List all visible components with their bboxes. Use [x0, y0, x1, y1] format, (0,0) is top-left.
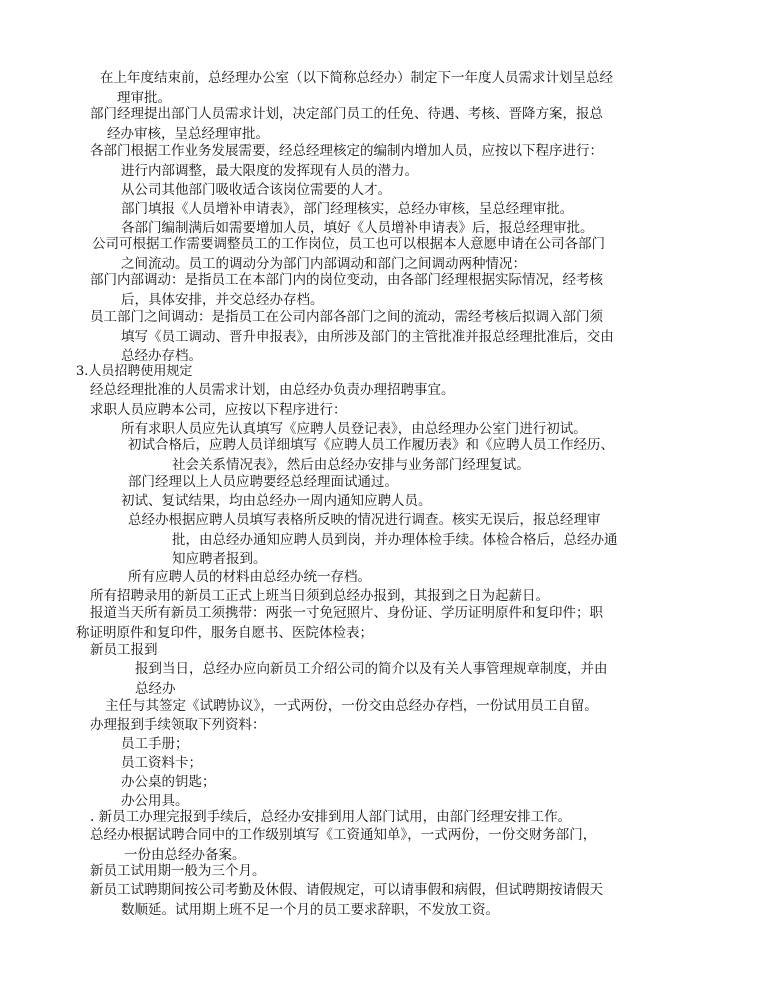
text-line: 总经办	[135, 680, 176, 697]
text-line: 部门内部调动：是指员工在本部门内的岗位变动，由各部门经理根据实际情况，经考核	[90, 272, 603, 288]
text-line: 社会关系情况表》，然后由总经办安排与业务部门经理复试。	[172, 456, 530, 473]
paragraph: 部门填报《人员增补申请表》，部门经理核实，总经办审核，呈总经理审批。	[121, 201, 574, 217]
text-line: 数顺延。试用期上班不足一个月的员工要求辞职，不发放工资。	[121, 901, 499, 918]
paragraph: 各部门编制满后如需要增加人员，填好《人员增补申请表》后，报总经理审批。	[121, 220, 594, 236]
paragraph	[90, 271, 603, 310]
paragraph: 主任与其签定《试聘协议》，一式两份，一份交由总经办存档，一份试用员工自留。	[105, 698, 598, 714]
paragraph: 所有求职人员应先认真填写《应聘人员登记表》，由总经理办公室门进行初试。	[121, 421, 587, 437]
text-line: 新员工试聘期间按公司考勤及休假、请假规定，可以请事假和病假，但试聘期按请假天	[90, 882, 603, 898]
text-line: 初试合格后，应聘人员详细填写《应聘人员工作履历表》和《应聘人员工作经历、	[128, 437, 614, 453]
paragraph	[92, 235, 605, 274]
paragraph	[90, 105, 603, 144]
text-line: 填写《员工调动、晋升申报表》，由所涉及部门的主管批准并报总经理批准后，交由	[121, 328, 614, 345]
paragraph	[76, 604, 603, 643]
text-line: 公司可根据工作需要调整员工的工作岗位，员工也可以根据本人意愿申请在公司各部门	[92, 236, 605, 252]
paragraph	[135, 660, 608, 699]
text-line: 一份由总经办备案。	[124, 846, 246, 863]
paragraph	[128, 436, 614, 475]
text-line: 在上年度结束前，总经理办公室（以下简称总经办）制定下一年度人员需求计划呈总经	[100, 70, 613, 86]
text-line: 后，具体安排，并交总经办存档。	[121, 291, 324, 308]
list-item: 办公桌的钥匙；	[121, 774, 216, 790]
list-item: 办公用具。	[121, 793, 189, 809]
paragraph: 求职人员应聘本公司，应按以下程序进行：	[90, 402, 347, 418]
paragraph: 新员工报到	[90, 642, 158, 658]
paragraph: 新员工试用期一般为三个月。	[90, 863, 266, 879]
paragraph	[90, 142, 603, 181]
text-line: 部门经理提出部门人员需求计划，决定部门员工的任免、待遇、考核、晋降方案，报总	[90, 106, 603, 122]
paragraph	[100, 69, 613, 108]
paragraph: 初试、复试结果，均由总经办一周内通知应聘人员。	[121, 493, 432, 509]
text-line: 报到当日，总经办应向新员工介绍公司的简介以及有关人事管理规章制度，并由	[135, 661, 608, 677]
text-line: 称证明原件和复印件，服务自愿书、医院体检表；	[76, 624, 373, 641]
text-line: 批，由总经办通知应聘人员到岗，并办理体检手续。体检合格后，总经办通	[172, 531, 618, 548]
text-line: 总经办根据应聘人员填写表格所反映的情况进行调查。核实无误后，报总经理审	[128, 512, 601, 528]
paragraph: 办理报到手续领取下列资料：	[90, 717, 266, 733]
paragraph: 从公司其他部门吸收适合该岗位需要的人才。	[121, 182, 391, 198]
section-heading: 3.人员招聘使用规定	[76, 364, 193, 379]
paragraph	[90, 308, 614, 367]
paragraph: . 新员工办理完报到手续后，总经办安排到用人部门试用，由部门经理安排工作。	[90, 809, 572, 825]
paragraph	[128, 511, 618, 570]
text-line: 总经办根据试聘合同中的工作级别填写《工资通知单》，一式两份，一份交财务部门，	[90, 827, 597, 843]
text-line: 之间流动。员工的调动分为部门内部调动和部门之间调动两种情况：	[121, 255, 526, 272]
text-line: 报道当天所有新员工须携带：两张一寸免冠照片、身份证、学历证明原件和复印件；职	[90, 605, 603, 621]
list-item: 员工资料卡；	[121, 755, 202, 771]
paragraph	[90, 881, 603, 920]
text-line: 理审批。	[117, 89, 171, 106]
text-line: 知应聘者报到。	[172, 551, 267, 568]
paragraph: 经总经理批准的人员需求计划，由总经办负责办理招聘事宜。	[90, 382, 455, 398]
text-line: 各部门根据工作业务发展需要，经总经理核定的编制内增加人员，应按以下程序进行：	[90, 143, 603, 159]
list-item: 员工手册；	[121, 736, 189, 752]
paragraph: 所有招聘录用的新员工正式上班当日须到总经办报到，其报到之日为起薪日。	[90, 588, 549, 604]
text-line: 进行内部调整，最大限度的发挥现有人员的潜力。	[121, 162, 418, 179]
text-line: 员工部门之间调动：是指员工在公司内部各部门之间的流动，需经考核后拟调入部门须	[90, 309, 603, 325]
paragraph	[90, 826, 596, 865]
text-line: 总经办存档。	[121, 348, 202, 365]
text-line: 经办审核，呈总经理审批。	[107, 125, 269, 142]
paragraph: 部门经理以上人员应聘要经总经理面试通过。	[128, 474, 398, 490]
paragraph: 所有应聘人员的材料由总经办统一存档。	[128, 569, 371, 585]
